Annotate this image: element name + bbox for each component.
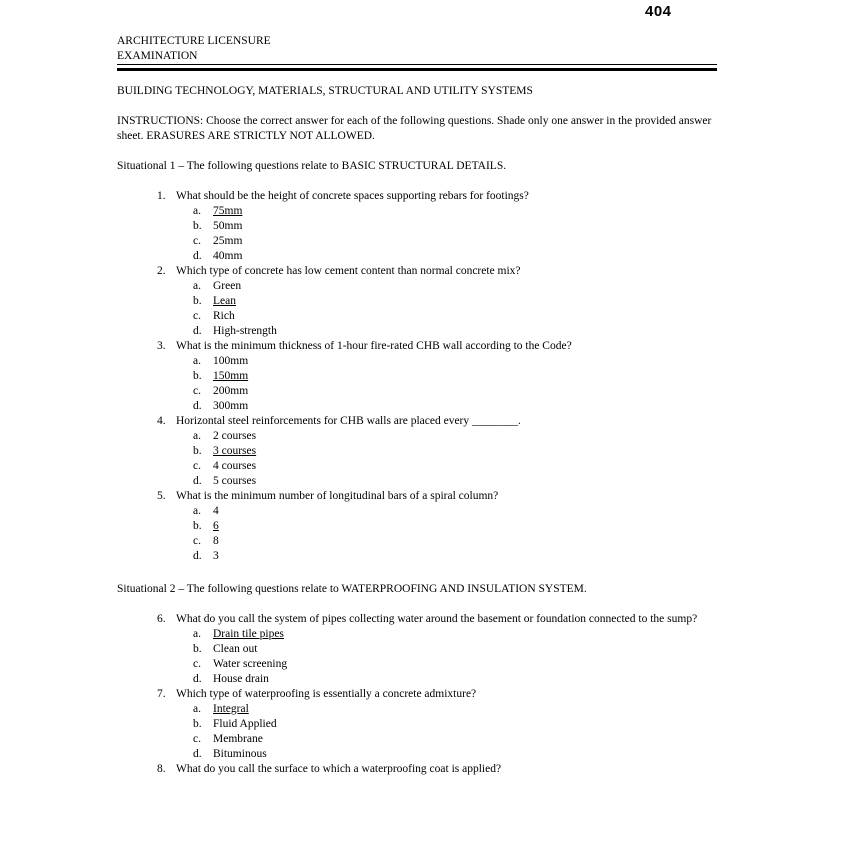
option-row [117, 657, 717, 672]
option-letter: c. [193, 460, 201, 472]
question-list-situational-2 [117, 612, 717, 777]
option-row [117, 354, 717, 369]
option-row [117, 309, 717, 324]
option-row [117, 279, 717, 294]
option-text: 150mm [213, 370, 249, 382]
question-text: Which type of waterproofing is essentially a concrete admixture? [176, 688, 477, 700]
header-divider-rule [117, 68, 717, 71]
option-letter: c. [193, 235, 201, 247]
option-row [117, 369, 717, 384]
exam-header [117, 34, 717, 65]
question-row [117, 339, 717, 354]
option-letter: a. [193, 280, 201, 292]
question-row [117, 687, 717, 702]
option-text: Water screening [213, 658, 288, 670]
question-row [117, 612, 717, 627]
option-letter: c. [193, 385, 201, 397]
question-row [117, 189, 717, 204]
option-row [117, 519, 717, 534]
question-number: 3. [157, 340, 166, 352]
option-row [117, 459, 717, 474]
question-5 [117, 489, 717, 564]
option-row [117, 534, 717, 549]
option-letter: a. [193, 505, 201, 517]
question-number: 7. [157, 688, 166, 700]
option-text: 6 [213, 520, 219, 532]
exam-title-line-2: EXAMINATION [117, 50, 198, 62]
question-6 [117, 612, 717, 687]
option-text: 50mm [213, 220, 243, 232]
option-text: High-strength [213, 325, 277, 337]
question-text: What do you call the surface to which a waterproofing coat is applied? [176, 763, 502, 775]
option-letter: c. [193, 535, 201, 547]
question-row [117, 264, 717, 279]
option-row [117, 399, 717, 414]
section-title-situational-1: Situational 1 – The following questions relate to BASIC STRUCTURAL DETAILS. [117, 160, 507, 172]
option-letter: d. [193, 475, 202, 487]
option-row [117, 234, 717, 249]
option-row [117, 627, 717, 642]
question-7 [117, 687, 717, 762]
question-text: What is the minimum thickness of 1-hour fire-rated CHB wall according to the Code? [176, 340, 572, 352]
option-row [117, 642, 717, 657]
question-number: 1. [157, 190, 166, 202]
question-row [117, 489, 717, 504]
question-4 [117, 414, 717, 489]
question-1 [117, 189, 717, 264]
question-row [117, 762, 717, 777]
option-letter: b. [193, 718, 202, 730]
option-row [117, 702, 717, 717]
question-2 [117, 264, 717, 339]
option-letter: d. [193, 250, 202, 262]
option-row [117, 732, 717, 747]
option-text: 5 courses [213, 475, 257, 487]
option-row [117, 444, 717, 459]
option-text: Membrane [213, 733, 263, 745]
option-text: 100mm [213, 355, 249, 367]
option-letter: d. [193, 325, 202, 337]
option-text: 8 [213, 535, 219, 547]
question-number: 4. [157, 415, 166, 427]
question-text: What should be the height of concrete spaces supporting rebars for footings? [176, 190, 529, 202]
option-text: 300mm [213, 400, 249, 412]
option-letter: c. [193, 733, 201, 745]
option-row [117, 204, 717, 219]
option-row [117, 384, 717, 399]
option-text: 25mm [213, 235, 243, 247]
question-number: 8. [157, 763, 166, 775]
option-text: Bituminous [213, 748, 267, 760]
question-number: 6. [157, 613, 166, 625]
option-text: 2 courses [213, 430, 257, 442]
subject-title: BUILDING TECHNOLOGY, MATERIALS, STRUCTURAL AND UTILITY SYSTEMS [117, 85, 533, 97]
question-number: 2. [157, 265, 166, 277]
option-letter: b. [193, 445, 202, 457]
exam-title-line-1: ARCHITECTURE LICENSURE [117, 35, 271, 47]
instructions-paragraph: INSTRUCTIONS: Choose the correct answer for each of the following questions. Shade only one answer in the provided answer sheet. ERASURES ARE STRICTLY NOT ALLOWED. [117, 115, 712, 142]
option-row [117, 549, 717, 564]
option-text: House drain [213, 673, 269, 685]
option-letter: a. [193, 628, 201, 640]
option-row [117, 249, 717, 264]
option-text: Integral [213, 703, 249, 715]
option-row [117, 219, 717, 234]
option-text: Green [213, 280, 242, 292]
option-text: 4 [213, 505, 219, 517]
option-letter: b. [193, 220, 202, 232]
option-text: 40mm [213, 250, 243, 262]
question-list-situational-1 [117, 189, 717, 564]
option-text: 200mm [213, 385, 249, 397]
option-letter: d. [193, 550, 202, 562]
option-row [117, 672, 717, 687]
option-text: 3 courses [213, 445, 257, 457]
option-text: 75mm [213, 205, 243, 217]
question-3 [117, 339, 717, 414]
option-letter: b. [193, 520, 202, 532]
option-row [117, 294, 717, 309]
question-text: What do you call the system of pipes collecting water around the basement or foundation connected to the sump? [176, 613, 698, 625]
option-letter: a. [193, 430, 201, 442]
question-text: Which type of concrete has low cement content than normal concrete mix? [176, 265, 521, 277]
option-letter: a. [193, 703, 201, 715]
option-row [117, 324, 717, 339]
option-letter: c. [193, 658, 201, 670]
question-text: What is the minimum number of longitudinal bars of a spiral column? [176, 490, 499, 502]
question-row [117, 414, 717, 429]
option-letter: a. [193, 205, 201, 217]
option-text: Lean [213, 295, 236, 307]
option-row [117, 474, 717, 489]
question-8 [117, 762, 717, 777]
option-row [117, 717, 717, 732]
option-row [117, 504, 717, 519]
option-letter: d. [193, 400, 202, 412]
option-letter: a. [193, 355, 201, 367]
option-row [117, 429, 717, 444]
option-letter: d. [193, 748, 202, 760]
section-title-situational-2: Situational 2 – The following questions relate to WATERPROOFING AND INSULATION SYSTEM. [117, 583, 587, 595]
option-letter: b. [193, 643, 202, 655]
page-number: 404 [645, 3, 672, 20]
option-text: Drain tile pipes [213, 628, 284, 640]
page-content [117, 0, 717, 777]
option-text: 3 [213, 550, 219, 562]
option-letter: d. [193, 673, 202, 685]
option-text: Clean out [213, 643, 258, 655]
option-row [117, 747, 717, 762]
option-letter: b. [193, 295, 202, 307]
option-text: Rich [213, 310, 235, 322]
question-number: 5. [157, 490, 166, 502]
option-letter: b. [193, 370, 202, 382]
option-text: Fluid Applied [213, 718, 277, 730]
option-text: 4 courses [213, 460, 257, 472]
question-text: Horizontal steel reinforcements for CHB walls are placed every ________. [176, 415, 521, 427]
option-letter: c. [193, 310, 201, 322]
